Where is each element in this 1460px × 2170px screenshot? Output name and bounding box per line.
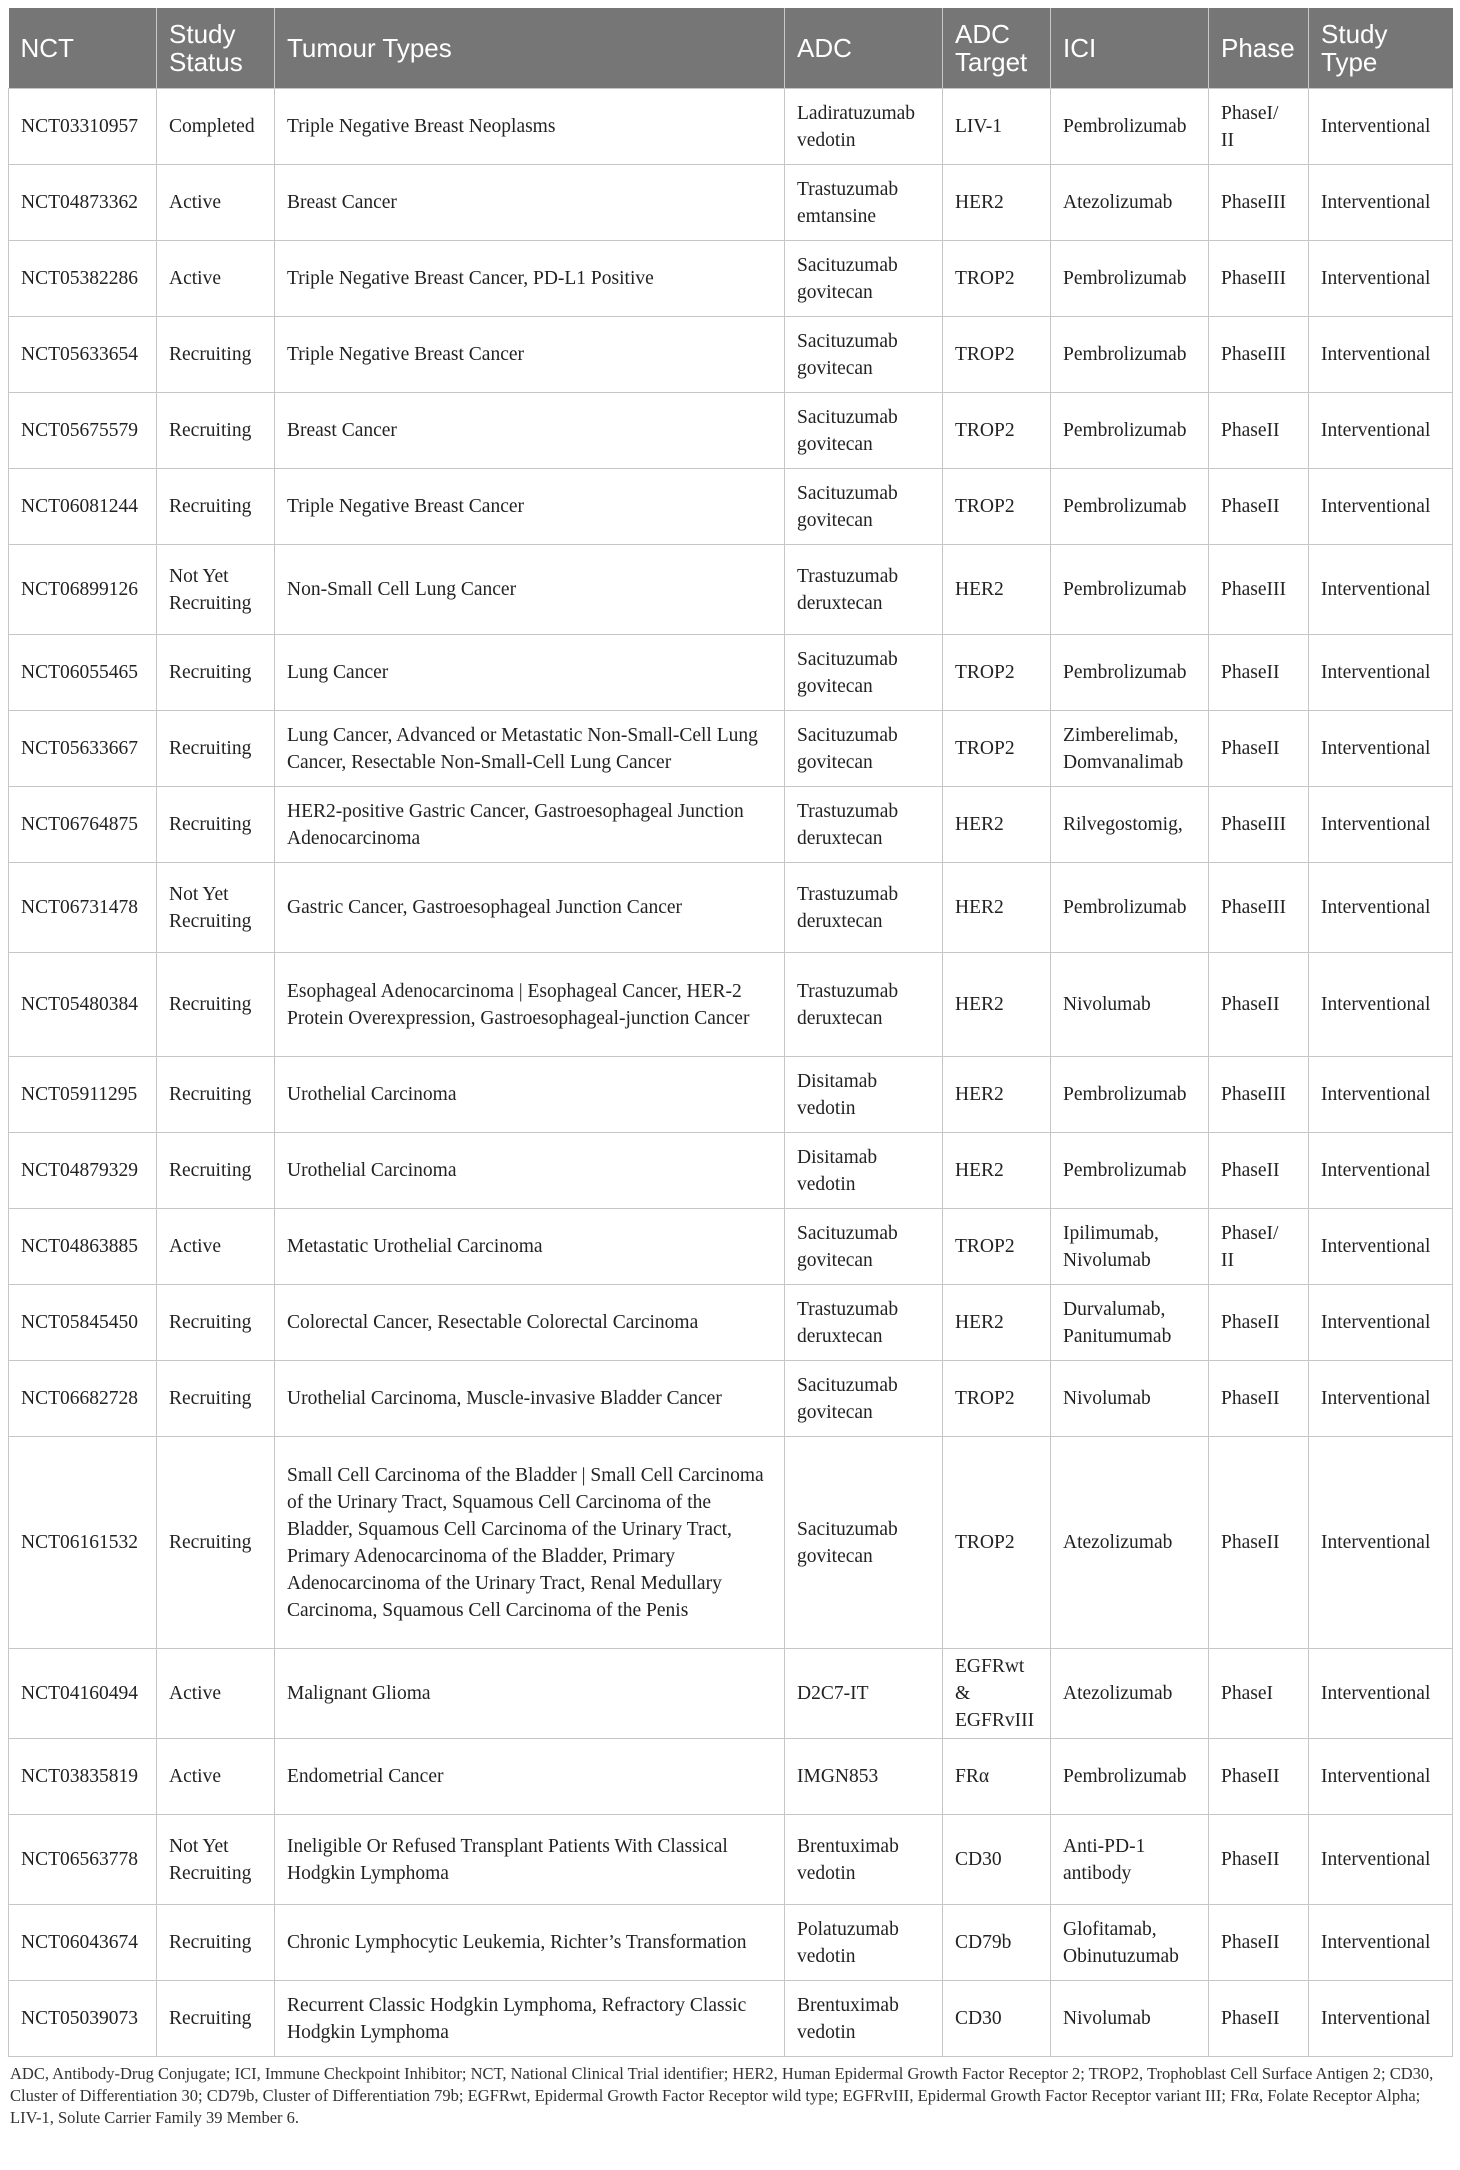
cell-adc: Sacituzumab govitecan: [785, 393, 943, 469]
cell-ici: Glofitamab, Obinutuzumab: [1051, 1905, 1209, 1981]
cell-status: Not Yet Recruiting: [157, 545, 275, 635]
table-container: [8, 8, 1452, 2146]
header-adc-target: ADC Target: [943, 8, 1051, 89]
cell-status: Recruiting: [157, 1361, 275, 1437]
cell-status: Recruiting: [157, 787, 275, 863]
cell-status: Recruiting: [157, 1437, 275, 1649]
cell-nct: NCT04160494: [9, 1649, 157, 1739]
cell-tumour: Triple Negative Breast Cancer: [275, 469, 785, 545]
table-row: [9, 545, 1453, 635]
table-row: [9, 863, 1453, 953]
cell-type: Interventional: [1309, 863, 1453, 953]
table-header-row: [9, 8, 1453, 89]
cell-status: Recruiting: [157, 1285, 275, 1361]
cell-status: Recruiting: [157, 1057, 275, 1133]
cell-ici: Atezolizumab: [1051, 1649, 1209, 1739]
table-row: [9, 1815, 1453, 1905]
cell-type: Interventional: [1309, 635, 1453, 711]
table-row: [9, 1649, 1453, 1739]
cell-adc: D2C7-IT: [785, 1649, 943, 1739]
cell-target: LIV-1: [943, 89, 1051, 165]
cell-adc: Sacituzumab govitecan: [785, 1209, 943, 1285]
cell-type: Interventional: [1309, 1437, 1453, 1649]
cell-status: Active: [157, 241, 275, 317]
cell-status: Recruiting: [157, 1905, 275, 1981]
table-row: [9, 635, 1453, 711]
cell-status: Active: [157, 1209, 275, 1285]
cell-target: HER2: [943, 165, 1051, 241]
cell-adc: Polatuzumab vedotin: [785, 1905, 943, 1981]
header-study-status: Study Status: [157, 8, 275, 89]
cell-tumour: Colorectal Cancer, Resectable Colorectal Carcinoma: [275, 1285, 785, 1361]
cell-nct: NCT06899126: [9, 545, 157, 635]
cell-type: Interventional: [1309, 469, 1453, 545]
cell-phase: PhaseII: [1209, 1815, 1309, 1905]
cell-target: CD30: [943, 1815, 1051, 1905]
table-row: [9, 89, 1453, 165]
clinical-trials-table: [8, 8, 1453, 2057]
cell-phase: PhaseIII: [1209, 1057, 1309, 1133]
cell-tumour: Urothelial Carcinoma, Muscle-invasive Bladder Cancer: [275, 1361, 785, 1437]
cell-ici: Pembrolizumab: [1051, 635, 1209, 711]
cell-adc: Trastuzumab deruxtecan: [785, 953, 943, 1057]
cell-phase: PhaseII: [1209, 953, 1309, 1057]
cell-status: Recruiting: [157, 469, 275, 545]
cell-tumour: Breast Cancer: [275, 165, 785, 241]
cell-nct: NCT03835819: [9, 1739, 157, 1815]
cell-ici: Pembrolizumab: [1051, 1739, 1209, 1815]
cell-ici: Atezolizumab: [1051, 165, 1209, 241]
cell-phase: PhaseIII: [1209, 317, 1309, 393]
cell-adc: Sacituzumab govitecan: [785, 1361, 943, 1437]
cell-target: HER2: [943, 953, 1051, 1057]
cell-phase: PhaseI/ II: [1209, 89, 1309, 165]
cell-tumour: Endometrial Cancer: [275, 1739, 785, 1815]
table-row: [9, 317, 1453, 393]
cell-phase: PhaseI/ II: [1209, 1209, 1309, 1285]
cell-nct: NCT05675579: [9, 393, 157, 469]
cell-nct: NCT05039073: [9, 1981, 157, 2057]
cell-ici: Nivolumab: [1051, 1361, 1209, 1437]
cell-nct: NCT06055465: [9, 635, 157, 711]
cell-phase: PhaseII: [1209, 469, 1309, 545]
header-study-type: Study Type: [1309, 8, 1453, 89]
cell-type: Interventional: [1309, 1981, 1453, 2057]
table-row: [9, 165, 1453, 241]
table-row: [9, 1905, 1453, 1981]
table-row: [9, 1361, 1453, 1437]
cell-ici: Atezolizumab: [1051, 1437, 1209, 1649]
cell-adc: Trastuzumab deruxtecan: [785, 1285, 943, 1361]
cell-tumour: Metastatic Urothelial Carcinoma: [275, 1209, 785, 1285]
cell-type: Interventional: [1309, 711, 1453, 787]
header-nct: NCT: [9, 8, 157, 89]
cell-nct: NCT05480384: [9, 953, 157, 1057]
cell-nct: NCT06043674: [9, 1905, 157, 1981]
cell-nct: NCT05382286: [9, 241, 157, 317]
cell-type: Interventional: [1309, 1285, 1453, 1361]
cell-tumour: Esophageal Adenocarcinoma | Esophageal Cancer, HER-2 Protein Overexpression, Gastroesophageal-junction Cancer: [275, 953, 785, 1057]
cell-phase: PhaseIII: [1209, 545, 1309, 635]
cell-phase: PhaseII: [1209, 1739, 1309, 1815]
cell-tumour: Lung Cancer, Advanced or Metastatic Non-Small-Cell Lung Cancer, Resectable Non-Small-Cell Lung Cancer: [275, 711, 785, 787]
cell-phase: PhaseIII: [1209, 863, 1309, 953]
cell-nct: NCT05633654: [9, 317, 157, 393]
cell-type: Interventional: [1309, 165, 1453, 241]
cell-ici: Nivolumab: [1051, 953, 1209, 1057]
table-row: [9, 1437, 1453, 1649]
cell-target: FRα: [943, 1739, 1051, 1815]
cell-ici: Pembrolizumab: [1051, 317, 1209, 393]
cell-type: Interventional: [1309, 1739, 1453, 1815]
cell-status: Not Yet Recruiting: [157, 863, 275, 953]
cell-target: TROP2: [943, 469, 1051, 545]
table-body: [9, 89, 1453, 2057]
cell-ici: Pembrolizumab: [1051, 393, 1209, 469]
cell-adc: Trastuzumab deruxtecan: [785, 787, 943, 863]
cell-status: Recruiting: [157, 711, 275, 787]
table-row: [9, 393, 1453, 469]
cell-tumour: Breast Cancer: [275, 393, 785, 469]
cell-target: TROP2: [943, 241, 1051, 317]
cell-adc: Sacituzumab govitecan: [785, 469, 943, 545]
cell-ici: Pembrolizumab: [1051, 1133, 1209, 1209]
cell-adc: Disitamab vedotin: [785, 1133, 943, 1209]
cell-status: Active: [157, 165, 275, 241]
cell-phase: PhaseII: [1209, 1285, 1309, 1361]
cell-status: Recruiting: [157, 953, 275, 1057]
cell-phase: PhaseIII: [1209, 165, 1309, 241]
cell-nct: NCT05845450: [9, 1285, 157, 1361]
cell-ici: Pembrolizumab: [1051, 241, 1209, 317]
cell-target: CD30: [943, 1981, 1051, 2057]
cell-phase: PhaseIII: [1209, 787, 1309, 863]
cell-target: HER2: [943, 1285, 1051, 1361]
header-adc: ADC: [785, 8, 943, 89]
cell-target: HER2: [943, 787, 1051, 863]
table-row: [9, 711, 1453, 787]
cell-target: TROP2: [943, 1437, 1051, 1649]
cell-tumour: Triple Negative Breast Neoplasms: [275, 89, 785, 165]
table-row: [9, 1739, 1453, 1815]
cell-ici: Nivolumab: [1051, 1981, 1209, 2057]
header-tumour-types: Tumour Types: [275, 8, 785, 89]
cell-type: Interventional: [1309, 953, 1453, 1057]
cell-tumour: Triple Negative Breast Cancer, PD-L1 Positive: [275, 241, 785, 317]
cell-phase: PhaseII: [1209, 1437, 1309, 1649]
table-row: [9, 469, 1453, 545]
table-row: [9, 1981, 1453, 2057]
cell-target: HER2: [943, 1057, 1051, 1133]
cell-type: Interventional: [1309, 1057, 1453, 1133]
cell-phase: PhaseII: [1209, 1133, 1309, 1209]
cell-ici: Pembrolizumab: [1051, 1057, 1209, 1133]
cell-adc: Sacituzumab govitecan: [785, 711, 943, 787]
cell-phase: PhaseIII: [1209, 241, 1309, 317]
cell-nct: NCT04873362: [9, 165, 157, 241]
cell-tumour: Non-Small Cell Lung Cancer: [275, 545, 785, 635]
cell-adc: Brentuximab vedotin: [785, 1981, 943, 2057]
cell-phase: PhaseI: [1209, 1649, 1309, 1739]
cell-ici: Ipilimumab, Nivolumab: [1051, 1209, 1209, 1285]
cell-phase: PhaseII: [1209, 393, 1309, 469]
cell-tumour: Small Cell Carcinoma of the Bladder | Small Cell Carcinoma of the Urinary Tract, Squamous Cell Carcinoma of the Bladder, Squamous Cell Carcinoma of the Urinary Tract, Primary Adenocarcinoma of the Bladder, Primary Adenocarcinoma of the Urinary Tract, Renal Medullary Carcinoma, Squamous Cell Carcinoma of the Penis: [275, 1437, 785, 1649]
cell-phase: PhaseII: [1209, 1361, 1309, 1437]
cell-target: EGFRwt & EGFRvIII: [943, 1649, 1051, 1739]
cell-phase: PhaseII: [1209, 711, 1309, 787]
cell-adc: Trastuzumab deruxtecan: [785, 863, 943, 953]
cell-target: HER2: [943, 1133, 1051, 1209]
cell-target: TROP2: [943, 393, 1051, 469]
cell-nct: NCT06081244: [9, 469, 157, 545]
cell-type: Interventional: [1309, 241, 1453, 317]
cell-type: Interventional: [1309, 89, 1453, 165]
cell-tumour: Triple Negative Breast Cancer: [275, 317, 785, 393]
cell-adc: Trastuzumab deruxtecan: [785, 545, 943, 635]
cell-ici: Pembrolizumab: [1051, 469, 1209, 545]
table-row: [9, 241, 1453, 317]
cell-adc: Sacituzumab govitecan: [785, 241, 943, 317]
cell-tumour: Ineligible Or Refused Transplant Patients With Classical Hodgkin Lymphoma: [275, 1815, 785, 1905]
table-row: [9, 1209, 1453, 1285]
cell-ici: Durvalumab, Panitumumab: [1051, 1285, 1209, 1361]
header-phase: Phase: [1209, 8, 1309, 89]
cell-phase: PhaseII: [1209, 1981, 1309, 2057]
cell-status: Recruiting: [157, 317, 275, 393]
cell-status: Active: [157, 1649, 275, 1739]
table-row: [9, 953, 1453, 1057]
cell-status: Completed: [157, 89, 275, 165]
cell-target: TROP2: [943, 317, 1051, 393]
cell-type: Interventional: [1309, 545, 1453, 635]
header-ici: ICI: [1051, 8, 1209, 89]
cell-adc: Disitamab vedotin: [785, 1057, 943, 1133]
cell-tumour: Recurrent Classic Hodgkin Lymphoma, Refractory Classic Hodgkin Lymphoma: [275, 1981, 785, 2057]
cell-nct: NCT04879329: [9, 1133, 157, 1209]
cell-adc: Sacituzumab govitecan: [785, 1437, 943, 1649]
cell-status: Recruiting: [157, 1133, 275, 1209]
cell-status: Active: [157, 1739, 275, 1815]
cell-nct: NCT05633667: [9, 711, 157, 787]
cell-type: Interventional: [1309, 393, 1453, 469]
cell-ici: Pembrolizumab: [1051, 89, 1209, 165]
cell-nct: NCT04863885: [9, 1209, 157, 1285]
cell-nct: NCT05911295: [9, 1057, 157, 1133]
table-row: [9, 1057, 1453, 1133]
cell-type: Interventional: [1309, 1209, 1453, 1285]
cell-ici: Anti-PD-1 antibody: [1051, 1815, 1209, 1905]
cell-adc: Trastuzumab emtansine: [785, 165, 943, 241]
cell-adc: Sacituzumab govitecan: [785, 317, 943, 393]
cell-nct: NCT06563778: [9, 1815, 157, 1905]
cell-adc: Brentuximab vedotin: [785, 1815, 943, 1905]
table-footnote: ADC, Antibody-Drug Conjugate; ICI, Immune Checkpoint Inhibitor; NCT, National Clinical Trial identifier; HER2, Human Epidermal Growth Factor Receptor 2; TROP2, Trophoblast Cell Surface Antigen 2; CD30, Cluster of Differentiation 30; CD79b, Cluster of Differentiation 79b; EGFRwt, Epidermal Growth Factor Receptor wild type; EGFRvIII, Epidermal Growth Factor Receptor variant III; FRα, Folate Receptor Alpha; LIV-1, Solute Carrier Family 39 Member 6.: [10, 2064, 1434, 2127]
cell-tumour: Chronic Lymphocytic Leukemia, Richter’s Transformation: [275, 1905, 785, 1981]
cell-phase: PhaseII: [1209, 635, 1309, 711]
cell-ici: Zimberelimab, Domvanalimab: [1051, 711, 1209, 787]
cell-adc: Ladiratuzumab vedotin: [785, 89, 943, 165]
cell-target: TROP2: [943, 635, 1051, 711]
cell-type: Interventional: [1309, 1649, 1453, 1739]
table-row: [9, 1285, 1453, 1361]
cell-target: CD79b: [943, 1905, 1051, 1981]
cell-target: HER2: [943, 863, 1051, 953]
cell-type: Interventional: [1309, 1361, 1453, 1437]
cell-type: Interventional: [1309, 1133, 1453, 1209]
cell-ici: Pembrolizumab: [1051, 863, 1209, 953]
cell-type: Interventional: [1309, 317, 1453, 393]
cell-nct: NCT06731478: [9, 863, 157, 953]
cell-target: HER2: [943, 545, 1051, 635]
cell-nct: NCT06682728: [9, 1361, 157, 1437]
cell-nct: NCT06764875: [9, 787, 157, 863]
cell-tumour: Malignant Glioma: [275, 1649, 785, 1739]
cell-tumour: Urothelial Carcinoma: [275, 1133, 785, 1209]
cell-ici: Rilvegostomig,: [1051, 787, 1209, 863]
cell-type: Interventional: [1309, 1905, 1453, 1981]
cell-tumour: Lung Cancer: [275, 635, 785, 711]
cell-target: TROP2: [943, 1361, 1051, 1437]
cell-adc: Sacituzumab govitecan: [785, 635, 943, 711]
cell-tumour: Gastric Cancer, Gastroesophageal Junction Cancer: [275, 863, 785, 953]
cell-target: TROP2: [943, 711, 1051, 787]
cell-type: Interventional: [1309, 787, 1453, 863]
cell-adc: IMGN853: [785, 1739, 943, 1815]
cell-status: Not Yet Recruiting: [157, 1815, 275, 1905]
table-row: [9, 787, 1453, 863]
cell-phase: PhaseII: [1209, 1905, 1309, 1981]
cell-target: TROP2: [943, 1209, 1051, 1285]
cell-nct: NCT03310957: [9, 89, 157, 165]
cell-type: Interventional: [1309, 1815, 1453, 1905]
cell-tumour: HER2-positive Gastric Cancer, Gastroesophageal Junction Adenocarcinoma: [275, 787, 785, 863]
cell-status: Recruiting: [157, 393, 275, 469]
cell-nct: NCT06161532: [9, 1437, 157, 1649]
table-row: [9, 1133, 1453, 1209]
cell-ici: Pembrolizumab: [1051, 545, 1209, 635]
cell-status: Recruiting: [157, 635, 275, 711]
cell-status: Recruiting: [157, 1981, 275, 2057]
cell-tumour: Urothelial Carcinoma: [275, 1057, 785, 1133]
